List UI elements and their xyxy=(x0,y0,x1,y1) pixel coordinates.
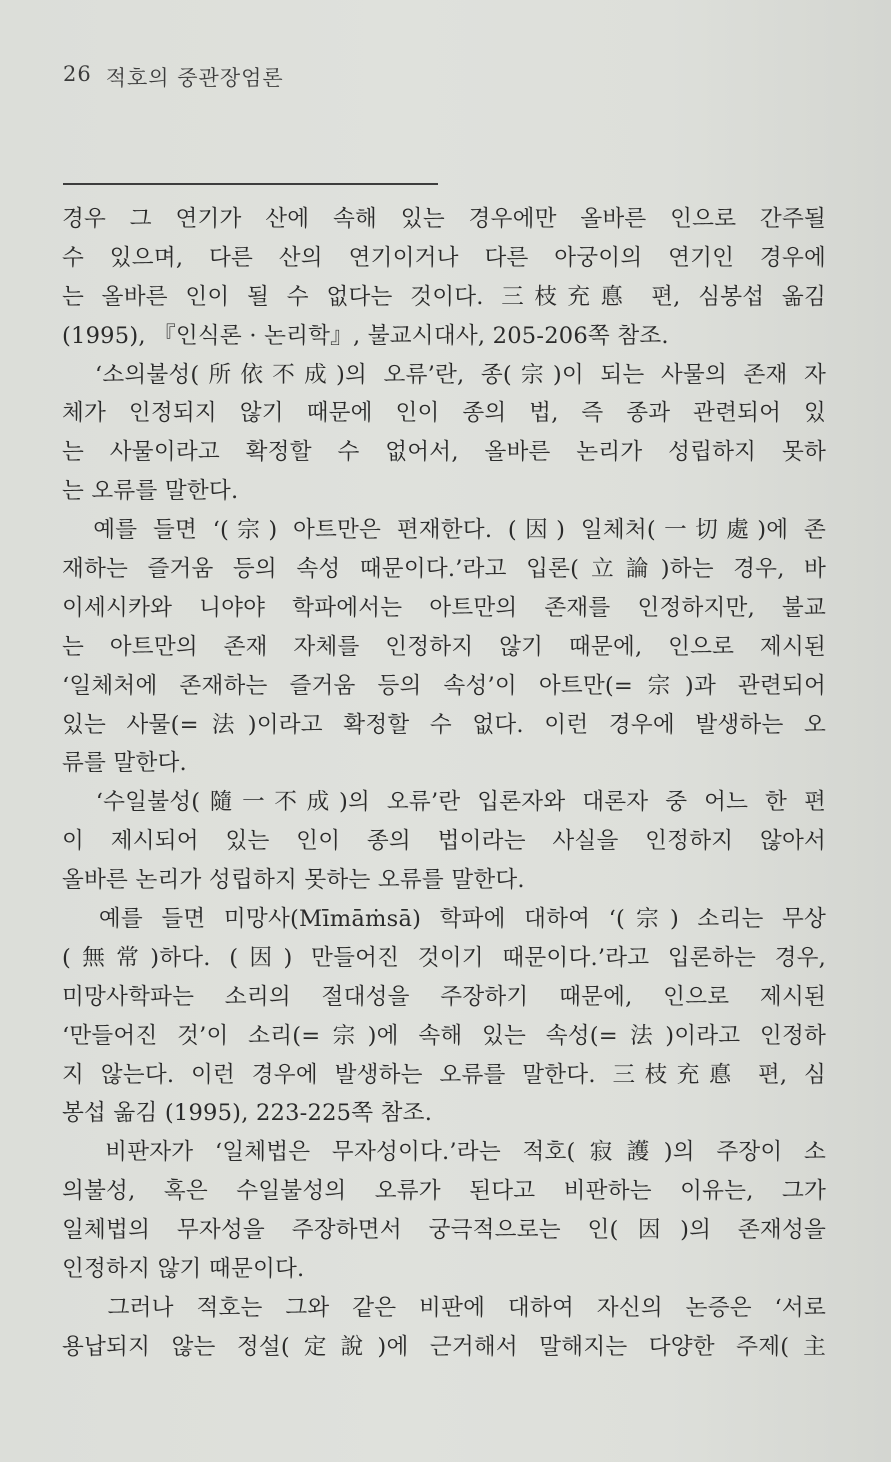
text-line: 의불성, 혹은 수일불성의 오류가 된다고 비판하는 이유는, 그가 xyxy=(62,1178,826,1205)
page-number: 26 xyxy=(63,62,92,86)
book-title: 적호의 중관장엄론 xyxy=(105,66,284,90)
running-head xyxy=(63,62,284,92)
text-line: 지 않는다. 이런 경우에 발생하는 오류를 말한다. 三枝充悳 편, 심 xyxy=(62,1061,826,1088)
text-line: ‘만들어진 것’이 소리(=宗)에 속해 있는 속성(=法)이라고 인정하 xyxy=(62,1022,826,1049)
text-line: 이 제시되어 있는 인이 종의 법이라는 사실을 인정하지 않아서 xyxy=(62,828,826,855)
text-line: ‘소의불성(所依不成)의 오류’란, 종(宗)이 되는 사물의 존재 자 xyxy=(62,361,826,388)
text-line: 그러나 적호는 그와 같은 비판에 대하여 자신의 논증은 ‘서로 xyxy=(62,1294,826,1321)
text-line: 경우 그 연기가 산에 속해 있는 경우에만 올바른 인으로 간주될 xyxy=(62,206,826,232)
text-line: 는 사물이라고 확정할 수 없어서, 올바른 논리가 성립하지 못하 xyxy=(62,439,826,466)
text-line: 있는 사물(=法)이라고 확정할 수 없다. 이런 경우에 발생하는 오 xyxy=(62,711,826,738)
text-line: 예를 들면 미망사(Mīmāṁsā) 학파에 대하여 ‘(宗) 소리는 무상 xyxy=(62,906,826,933)
text-line: 비판자가 ‘일체법은 무자성이다.’라는 적호(寂護)의 주장이 소 xyxy=(62,1139,826,1166)
text-line: 예를 들면 ‘(宗) 아트만은 편재한다. (因) 일체처(一切處)에 존 xyxy=(62,517,826,544)
text-line: 는 오류를 말한다. xyxy=(62,478,239,505)
text-line: 는 아트만의 존재 자체를 인정하지 않기 때문에, 인으로 제시된 xyxy=(62,633,826,660)
text-line: 일체법의 무자성을 주장하면서 궁극적으로는 인(因)의 존재성을 xyxy=(62,1217,826,1244)
text-line: 용납되지 않는 정설(定說)에 근거해서 말해지는 다양한 주제(主 xyxy=(62,1333,826,1360)
text-line: 올바른 논리가 성립하지 못하는 오류를 말한다. xyxy=(62,867,525,894)
text-line: 미망사학파는 소리의 절대성을 주장하기 때문에, 인으로 제시된 xyxy=(62,983,826,1010)
footnote-body xyxy=(62,200,826,1367)
text-line: 는 올바른 인이 될 수 없다는 것이다. 三枝充悳 편, 심봉섭 옮김 xyxy=(62,283,826,310)
text-line: 류를 말한다. xyxy=(62,750,187,777)
text-line: 봉섭 옮김 (1995), 223-225쪽 참조. xyxy=(62,1100,433,1127)
text-line: (無常)하다. (因) 만들어진 것이기 때문이다.’라고 입론하는 경우, xyxy=(62,944,826,971)
text-line: 체가 인정되지 않기 때문에 인이 종의 법, 즉 종과 관련되어 있 xyxy=(62,400,826,427)
text-line: 수 있으며, 다른 산의 연기이거나 다른 아궁이의 연기인 경우에 xyxy=(62,244,826,271)
text-line: ‘일체처에 존재하는 즐거움 등의 속성’이 아트만(=宗)과 관련되어 xyxy=(62,672,826,699)
footnote-separator-rule xyxy=(63,183,438,185)
text-line: 인정하지 않기 때문이다. xyxy=(62,1256,305,1283)
text-line: 재하는 즐거움 등의 속성 때문이다.’라고 입론(立論)하는 경우, 바 xyxy=(62,556,826,583)
text-line: ‘수일불성(隨一不成)의 오류’란 입론자와 대론자 중 어느 한 편 xyxy=(62,789,826,816)
text-line: 이세시카와 니야야 학파에서는 아트만의 존재를 인정하지만, 불교 xyxy=(62,594,826,621)
text-line: (1995), 『인식론 · 논리학』, 불교시대사, 205-206쪽 참조. xyxy=(62,322,669,349)
